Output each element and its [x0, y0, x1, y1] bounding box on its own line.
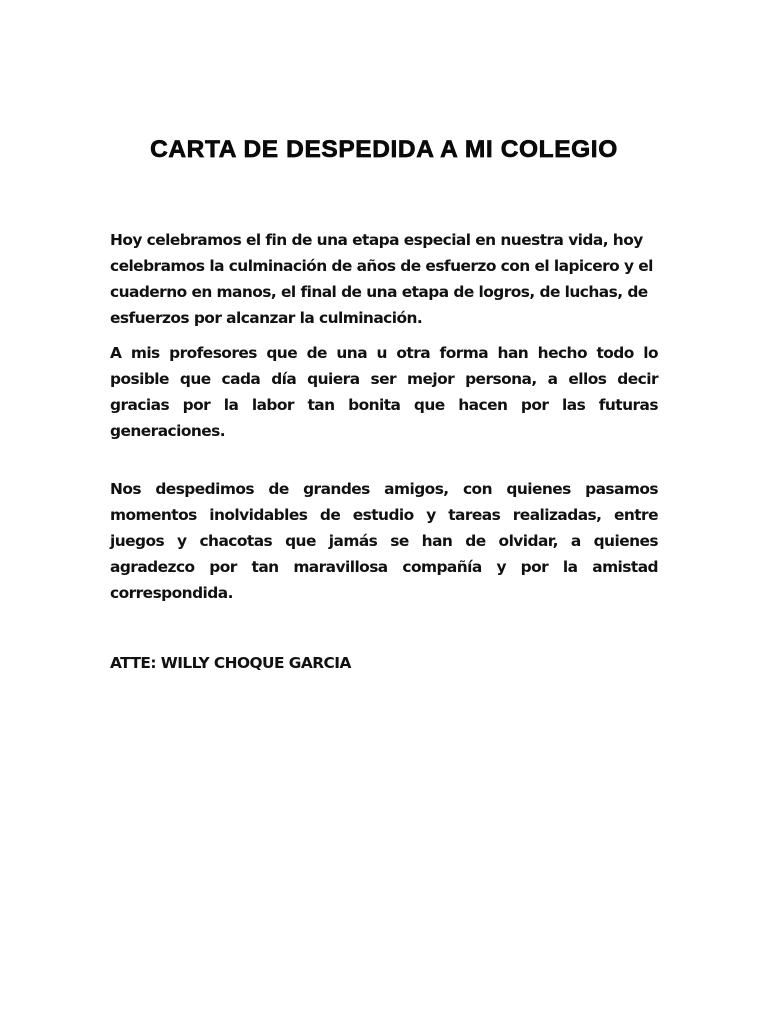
paragraph-teachers: A mis profesores que de una u otra forma han hecho todo lo posible que cada día quiera ser mejor persona, a ellos decir gracias por la labor tan bonita que hacen por las futuras generaciones. [110, 344, 658, 440]
document-title: CARTA DE DESPEDIDA A MI COLEGIO [150, 136, 618, 163]
paragraph-intro: Hoy celebramos el fin de una etapa especial en nuestra vida, hoy celebramos la culminación de años de esfuerzo con el lapicero y el cuaderno en manos, el final de una etapa de logros, de luchas, de esfuerzos por alcanzar la culminación. [110, 231, 653, 327]
paragraph-friends: Nos despedimos de grandes amigos, con quienes pasamos momentos inolvidables de estudio y tareas realizadas, entre juegos y chacotas que jamás se han de olvidar, a quienes agradezco por tan maravillosa compañía y por la amistad correspondida. [110, 480, 658, 602]
signature: ATTE: WILLY CHOQUE GARCIA [110, 654, 351, 672]
